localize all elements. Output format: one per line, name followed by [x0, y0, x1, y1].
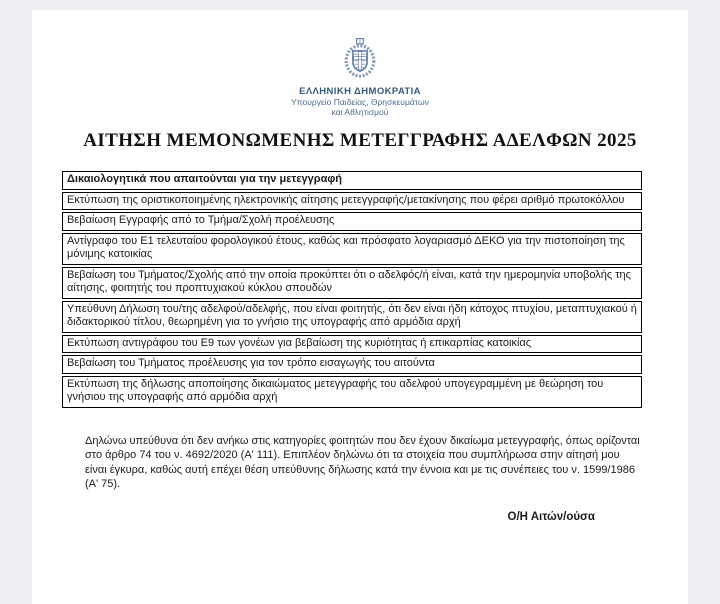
- document-page: [32, 10, 688, 604]
- ministry-line-2: και Αθλητισμού: [331, 107, 389, 117]
- table-row-cell: Υπεύθυνη Δήλωση του/της αδελφού/αδελφής, που είναι φοιτητής, ότι δεν είναι ήδη κάτοχος πτυχίου, μεταπτυχιακού ή διδακτορικού τίτλου, θεωρημένη για το γνήσιο της υπογραφής από αρμόδια αρχή: [62, 301, 642, 333]
- declaration-paragraph: Δηλώνω υπεύθυνα ότι δεν ανήκω στις κατηγορίες φοιτητών που δεν έχουν δικαίωμα μετεγγραφής, όπως ορίζονται στο άρθρο 74 του ν. 4692/2020 (Α' 111). Επιπλέον δηλώνω ότι τα στοιχεία που συμπλήρωσα στην αίτησή μου είναι έγκυρα, καθώς αυτή επέχει θέση υπεύθυνης δήλωσης κατά την έννοια και με τις συνέπειες του ν. 1599/1986 (Α' 75).: [85, 434, 640, 490]
- table-row: [62, 355, 642, 374]
- document-header: [32, 10, 688, 117]
- requirements-table-body: [62, 171, 642, 408]
- table-row: [62, 376, 642, 408]
- ministry-line-1: Υπουργείο Παιδείας, Θρησκευμάτων: [291, 97, 429, 107]
- org-name: ΕΛΛΗΝΙΚΗ ΔΗΜΟΚΡΑΤΙΑ: [299, 86, 421, 97]
- table-row: [62, 267, 642, 299]
- page-title: ΑΙΤΗΣΗ ΜΕΜΟΝΩΜΕΝΗΣ ΜΕΤΕΓΓΡΑΦΗΣ ΑΔΕΛΦΩΝ 2025: [83, 130, 637, 151]
- table-row-cell: Αντίγραφο του Ε1 τελευταίου φορολογικού έτους, καθώς και πρόσφατο λογαριασμό ΔΕΚΟ για την πιστοποίηση της μόνιμης κατοικίας: [62, 233, 642, 265]
- table-row: [62, 192, 642, 211]
- table-row: [62, 301, 642, 333]
- table-row-cell: Βεβαίωση Εγγραφής από το Τμήμα/Σχολή προέλευσης: [62, 212, 642, 231]
- table-row-cell: Βεβαίωση του Τμήματος προέλευσης για τον τρόπο εισαγωγής του αιτούντα: [62, 355, 642, 374]
- table-header-row: [62, 171, 642, 190]
- table-row: [62, 212, 642, 231]
- table-row: [62, 233, 642, 265]
- table-row-cell: Εκτύπωση της οριστικοποιημένης ηλεκτρονικής αίτησης μετεγγραφής/μετακίνησης που φέρει αριθμό πρωτοκόλλου: [62, 192, 642, 211]
- greek-republic-emblem-icon: [341, 37, 379, 81]
- table-row: [62, 335, 642, 354]
- table-row-cell: Εκτύπωση της δήλωσης αποποίησης δικαιώματος μετεγγραφής του αδελφού υπογεγραμμένη με θεώρηση του γνήσιου της υπογραφής από αρμόδια αρχή: [62, 376, 642, 408]
- signature-label: Ο/Η Αιτών/ούσα: [507, 510, 595, 523]
- requirements-table: [62, 169, 642, 410]
- table-header-cell: Δικαιολογητικά που απαιτούνται για την μετεγγραφή: [62, 171, 642, 190]
- table-row-cell: Βεβαίωση του Τμήματος/Σχολής από την οποία προκύπτει ότι ο αδελφός/ή είναι, κατά την ημερομηνία υποβολής της αίτησης, φοιτητής του προπτυχιακού κύκλου σπουδών: [62, 267, 642, 299]
- table-row-cell: Εκτύπωση αντιγράφου του Ε9 των γονέων για βεβαίωση της κυριότητας ή επικαρπίας κατοικίας: [62, 335, 642, 354]
